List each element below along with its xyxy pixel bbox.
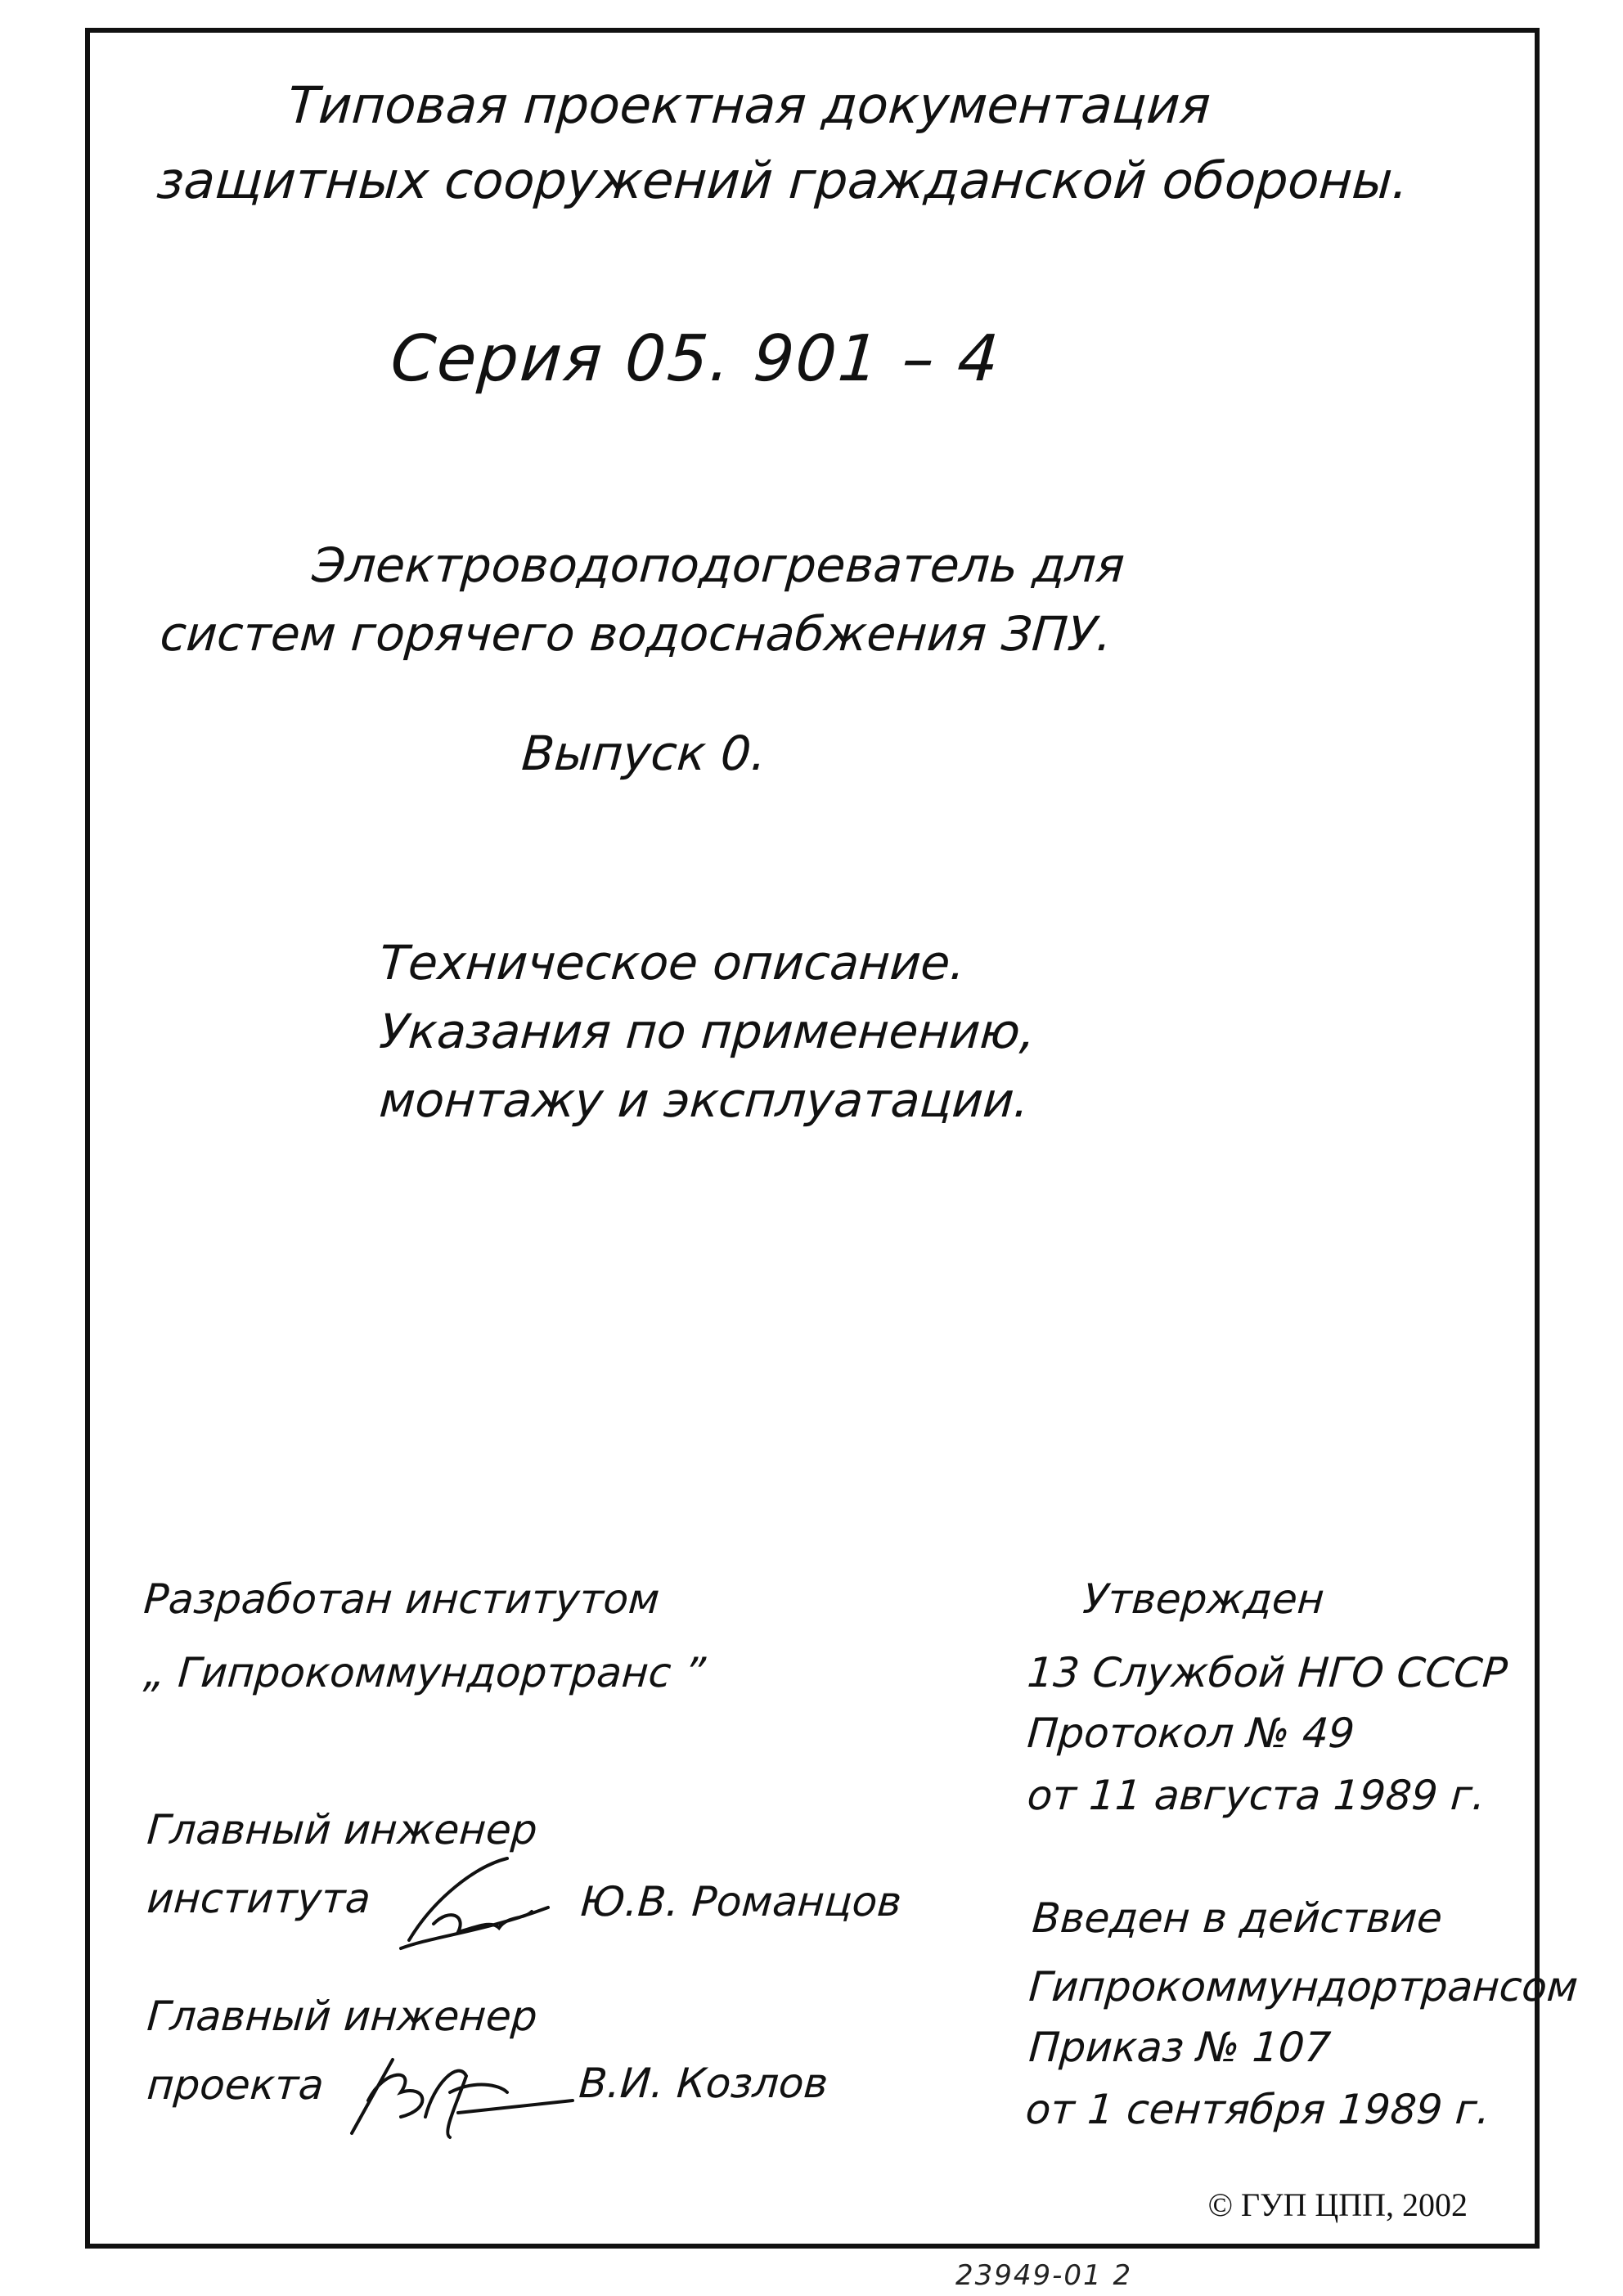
issue-label: Выпуск 0. [519,726,768,781]
project-engineer-label-2: проекта [145,2061,326,2109]
approval-line-1: Утвержден [1081,1575,1326,1623]
chief-engineer-label-2: института [145,1875,372,1922]
approval-line-7: Приказ № 107 [1027,2024,1333,2071]
chief-engineer-name: Ю.В. Романцов [578,1878,903,1925]
approval-line-6: Гипрокоммундортрансом [1027,1963,1580,2011]
developer-line-1: Разработан институтом [142,1575,662,1623]
copyright-notice: © ГУП ЦПП, 2002 [1207,2186,1468,2223]
project-engineer-name: В.И. Козлов [577,2060,830,2107]
title-line-2: систем горячего водоснабжения ЗПУ. [158,606,1114,662]
project-engineer-signature [335,2035,581,2150]
project-engineer-label-1: Главный инженер [145,1993,539,2040]
description-line-3: монтажу и эксплуатации. [377,1072,1032,1128]
title-line-1: Электроводоподогреватель для [310,537,1126,593]
series-title: Серия 05. 901 – 4 [388,322,1003,396]
developer-line-2: „ Гипрокоммундортранс ” [142,1649,708,1696]
description-line-2: Указания по применению, [377,1004,1037,1059]
approval-line-8: от 1 сентября 1989 г. [1023,2086,1492,2133]
approval-line-3: Протокол № 49 [1025,1710,1356,1757]
description-line-1: Техническое описание. [377,935,968,991]
chief-engineer-signature [384,1850,564,1957]
header-line-1: Типовая проектная документация [285,75,1213,135]
header-line-2: защитных сооружений гражданской обороны. [155,151,1411,210]
approval-line-4: от 11 августа 1989 г. [1025,1772,1487,1819]
footer-code: 23949-01 2 [955,2259,1133,2292]
approval-line-5: Введен в действие [1030,1894,1445,1942]
chief-engineer-label-1: Главный инженер [145,1806,539,1853]
approval-line-2: 13 Службой НГО СССР [1025,1649,1509,1696]
